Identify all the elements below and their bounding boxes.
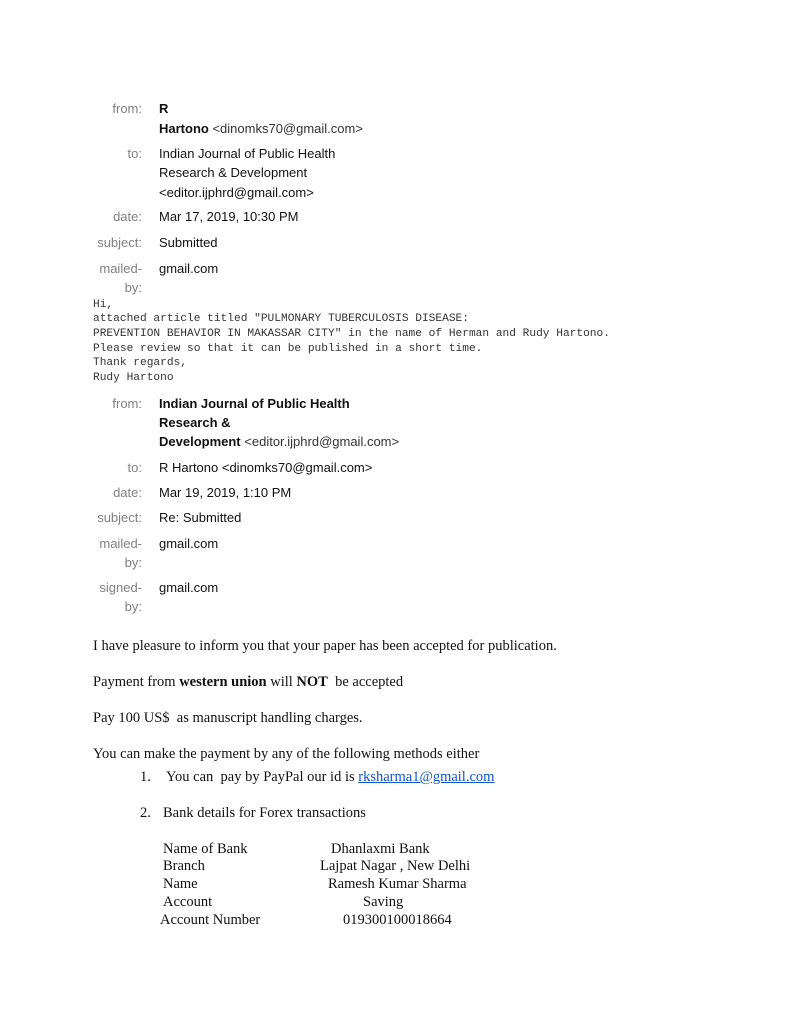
western-union-emphasis: western union	[179, 674, 267, 690]
mailed-by-label-2: by:	[124, 555, 142, 570]
list-number: 2.	[140, 805, 151, 821]
acceptance-paragraph: I have pleasure to inform you that your paper has been accepted for publication.	[93, 638, 557, 654]
bank-label: Branch	[163, 858, 205, 874]
signed-by-label-2: by:	[124, 599, 142, 614]
paypal-text: You can pay by PayPal our id is	[166, 769, 359, 785]
text-fragment: Payment from	[93, 674, 180, 690]
sender-line2	[159, 119, 363, 138]
text-fragment: be accepted	[327, 674, 404, 690]
recipient-line2: Research & Development	[159, 165, 308, 180]
recipient-line3: <editor.ijphrd@gmail.com>	[159, 185, 314, 200]
mailed-by-value: gmail.com	[159, 261, 219, 276]
bank-value: 019300100018664	[343, 912, 452, 928]
date-label: date:	[113, 485, 142, 500]
body-line: PREVENTION BEHAVIOR IN MAKASSAR CITY" in the name of Herman and Rudy Hartono.	[93, 328, 610, 340]
from-label: from:	[112, 101, 142, 116]
to-label: to:	[127, 146, 142, 161]
bank-label: Name of Bank	[163, 841, 248, 857]
body-line: attached article titled "PULMONARY TUBERCULOSIS DISEASE:	[93, 313, 469, 325]
sender-name-line2: Research &	[159, 415, 231, 430]
text-fragment: will	[266, 674, 297, 690]
list-number: 1.	[140, 769, 151, 785]
recipient-value: R Hartono <dinomks70@gmail.com>	[159, 460, 373, 475]
subject-value: Submitted	[159, 235, 218, 250]
mailed-by-label-1: mailed-	[99, 261, 142, 276]
date-value: Mar 19, 2019, 1:10 PM	[159, 485, 292, 500]
signed-by-label-1: signed-	[99, 580, 142, 595]
bank-value: Saving	[363, 894, 404, 910]
date-value: Mar 17, 2019, 10:30 PM	[159, 209, 299, 224]
subject-value: Re: Submitted	[159, 510, 242, 525]
bank-label: Account	[163, 894, 213, 910]
mailed-by-value: gmail.com	[159, 536, 219, 551]
mailed-by-label-1: mailed-	[99, 536, 142, 551]
signed-by-value: gmail.com	[159, 580, 219, 595]
charges-paragraph: Pay 100 US$ as manuscript handling charges.	[93, 710, 363, 726]
bank-label: Account Number	[160, 912, 261, 928]
bank-value: Ramesh Kumar Sharma	[328, 876, 467, 892]
to-label: to:	[127, 460, 142, 475]
body-line: Please review so that it can be published in a short time.	[93, 343, 483, 355]
paypal-email-link[interactable]: rksharma1@gmail.com	[358, 769, 495, 785]
from-label: from:	[112, 396, 142, 411]
body-line: Rudy Hartono	[93, 372, 174, 384]
list-item-paypal	[166, 768, 494, 786]
sender-name-line3: Development	[159, 434, 241, 449]
list-item-bank: Bank details for Forex transactions	[163, 805, 366, 821]
sender-address: <editor.ijphrd@gmail.com>	[244, 434, 400, 449]
date-label: date:	[113, 209, 142, 224]
subject-label: subject:	[97, 235, 142, 250]
not-emphasis: NOT	[296, 674, 328, 690]
methods-paragraph: You can make the payment by any of the following methods either	[93, 746, 480, 762]
mailed-by-label-2: by:	[124, 280, 142, 295]
sender-address: <dinomks70@gmail.com>	[212, 121, 363, 136]
subject-label: subject:	[97, 510, 142, 525]
sender-line3	[159, 432, 399, 451]
sender-name-line1: Indian Journal of Public Health	[159, 396, 350, 411]
bank-value: Lajpat Nagar , New Delhi	[320, 858, 471, 874]
bank-value: Dhanlaxmi Bank	[331, 841, 430, 857]
body-line: Thank regards,	[93, 357, 187, 369]
recipient-line1: Indian Journal of Public Health	[159, 146, 336, 161]
body-line: Hi,	[93, 299, 114, 311]
sender-name-line2: Hartono	[159, 121, 209, 136]
sender-name-line1: R	[159, 101, 169, 116]
payment-restriction-paragraph	[93, 673, 403, 691]
bank-label: Name	[163, 876, 198, 892]
